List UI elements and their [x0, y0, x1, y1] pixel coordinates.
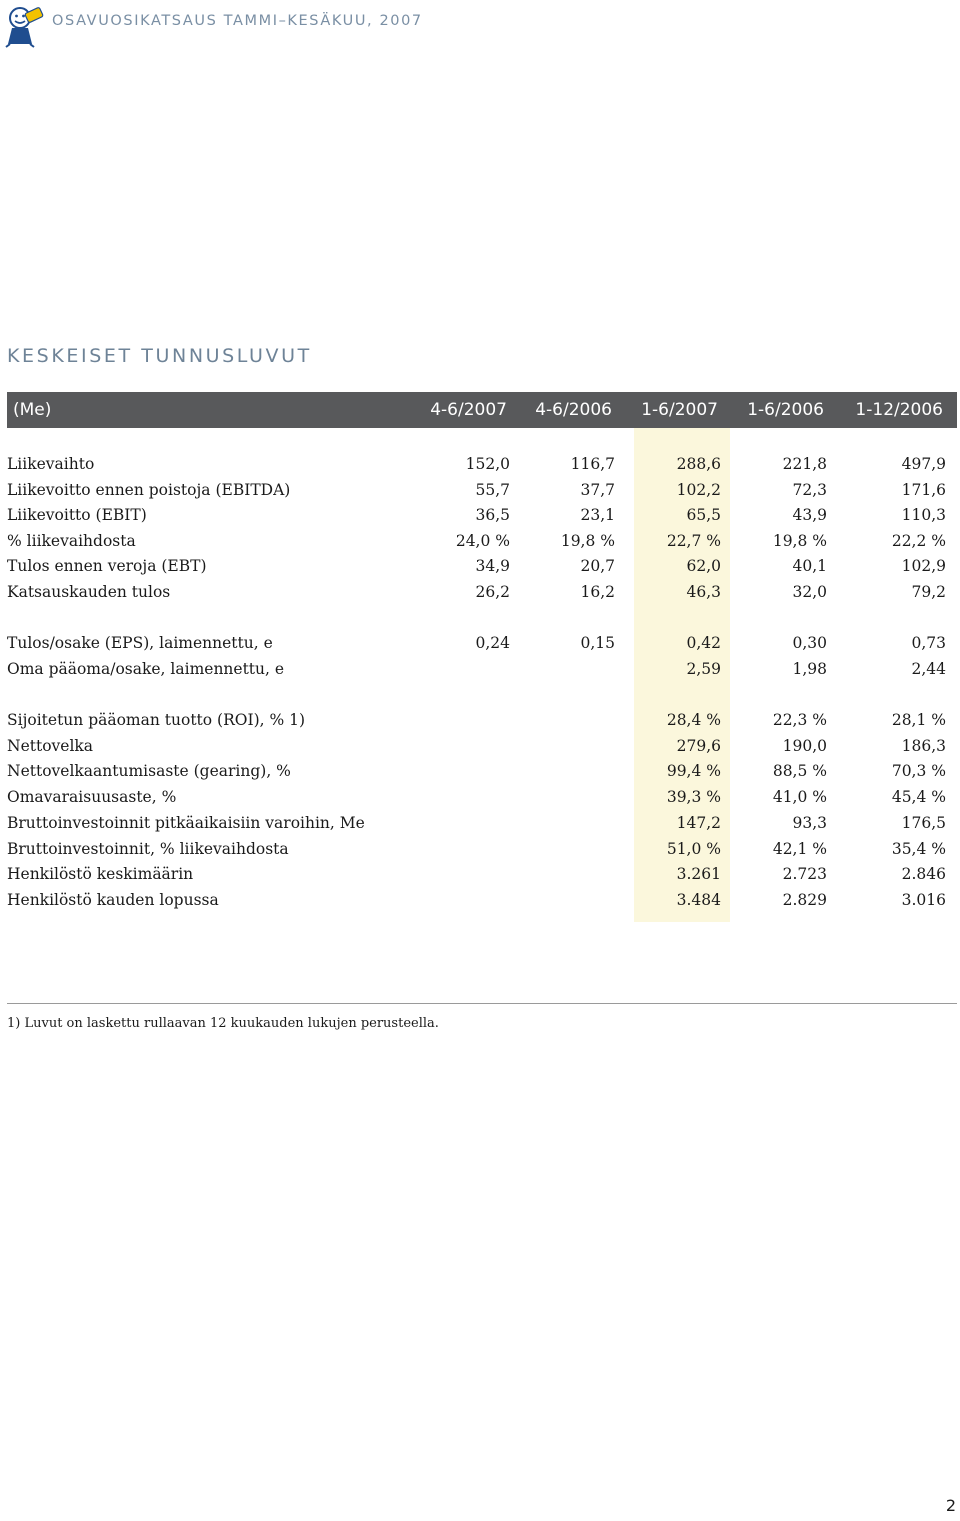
row-label: Omavaraisuusaste, % [7, 788, 177, 806]
cell: 37,7 [580, 481, 615, 499]
cell: 22,7 % [666, 532, 721, 550]
cell: 70,3 % [891, 762, 946, 780]
cell: 22,2 % [891, 532, 946, 550]
row-label: Liikevoitto ennen poistoja (EBITDA) [7, 481, 291, 499]
cell: 51,0 % [666, 840, 721, 858]
cell: 110,3 [901, 506, 946, 524]
row-label: Liikevoitto (EBIT) [7, 506, 147, 524]
cell: 16,2 [580, 583, 615, 601]
row-label: Henkilöstö kauden lopussa [7, 891, 219, 909]
cell: 2.829 [782, 891, 827, 909]
column-header: 4-6/2006 [535, 400, 612, 420]
cell: 32,0 [792, 583, 827, 601]
column-header: 1-6/2006 [747, 400, 824, 420]
cell: 36,5 [475, 506, 510, 524]
cell: 0,73 [911, 634, 946, 652]
cell: 72,3 [792, 481, 827, 499]
table-row [0, 760, 960, 784]
row-label: Bruttoinvestoinnit pitkäaikaisiin varoihin, Me [7, 814, 365, 832]
table-row [0, 530, 960, 554]
cell: 221,8 [782, 455, 827, 473]
table-row [0, 786, 960, 810]
cell: 88,5 % [772, 762, 827, 780]
cell: 497,9 [901, 455, 946, 473]
cell: 42,1 % [772, 840, 827, 858]
row-label: Tulos ennen veroja (EBT) [7, 557, 207, 575]
cell: 2.846 [901, 865, 946, 883]
cell: 288,6 [676, 455, 721, 473]
cell: 20,7 [580, 557, 615, 575]
cell: 279,6 [676, 737, 721, 755]
cell: 0,42 [686, 634, 721, 652]
cell: 3.484 [676, 891, 721, 909]
cell: 2.723 [782, 865, 827, 883]
table-row [0, 838, 960, 862]
cell: 0,30 [792, 634, 827, 652]
table-row [0, 632, 960, 656]
cell: 0,24 [475, 634, 510, 652]
row-label: Bruttoinvestoinnit, % liikevaihdosta [7, 840, 289, 858]
row-label: Henkilöstö keskimäärin [7, 865, 194, 883]
footnote: 1) Luvut on laskettu rullaavan 12 kuukauden lukujen perusteella. [7, 1016, 439, 1031]
cell: 23,1 [580, 506, 615, 524]
page-number: 2 [945, 1496, 956, 1515]
row-label: Nettovelkaantumisaste (gearing), % [7, 762, 291, 780]
cell: 28,4 % [666, 711, 721, 729]
row-label: Katsauskauden tulos [7, 583, 171, 601]
cell: 43,9 [792, 506, 827, 524]
cell: 102,9 [901, 557, 946, 575]
table-row [0, 504, 960, 528]
row-label: Sijoitetun pääoman tuotto (ROI), % 1) [7, 711, 306, 729]
cell: 2,59 [686, 660, 721, 678]
footnote-divider [7, 1003, 957, 1004]
cell: 102,2 [676, 481, 721, 499]
row-label: Oma pääoma/osake, laimennettu, e [7, 660, 285, 678]
column-header: 4-6/2007 [430, 400, 507, 420]
cell: 2,44 [911, 660, 946, 678]
cell: 99,4 % [666, 762, 721, 780]
cell: 93,3 [792, 814, 827, 832]
table-row [0, 658, 960, 682]
cell: 19,8 % [772, 532, 827, 550]
column-header: 1-12/2006 [855, 400, 943, 420]
row-label: Liikevaihto [7, 455, 95, 473]
column-header-unit: (Me) [13, 400, 52, 420]
cell: 39,3 % [666, 788, 721, 806]
column-header: 1-6/2007 [641, 400, 718, 420]
cell: 147,2 [676, 814, 721, 832]
row-label: Tulos/osake (EPS), laimennettu, e [7, 634, 273, 652]
cell: 40,1 [792, 557, 827, 575]
report-title: OSAVUOSIKATSAUS TAMMI–KESÄKUU, 2007 [52, 13, 423, 29]
row-label: % liikevaihdosta [7, 532, 136, 550]
section-title: KESKEISET TUNNUSLUVUT [7, 345, 312, 367]
table-row [0, 863, 960, 887]
cell: 190,0 [782, 737, 827, 755]
cell: 152,0 [465, 455, 510, 473]
cell: 3.261 [676, 865, 721, 883]
table-row [0, 889, 960, 913]
table-header [7, 392, 957, 428]
page-header [4, 4, 604, 48]
mascot-logo-icon [4, 4, 46, 48]
cell: 3.016 [901, 891, 946, 909]
table-row [0, 812, 960, 836]
cell: 116,7 [570, 455, 615, 473]
cell: 34,9 [475, 557, 510, 575]
cell: 22,3 % [772, 711, 827, 729]
cell: 171,6 [901, 481, 946, 499]
cell: 1,98 [792, 660, 827, 678]
cell: 26,2 [475, 583, 510, 601]
table-row [0, 453, 960, 477]
table-row [0, 555, 960, 579]
cell: 186,3 [901, 737, 946, 755]
cell: 79,2 [911, 583, 946, 601]
cell: 28,1 % [891, 711, 946, 729]
cell: 0,15 [580, 634, 615, 652]
cell: 24,0 % [455, 532, 510, 550]
cell: 65,5 [686, 506, 721, 524]
cell: 176,5 [901, 814, 946, 832]
cell: 55,7 [475, 481, 510, 499]
table-row [0, 735, 960, 759]
cell: 19,8 % [560, 532, 615, 550]
table-row [0, 581, 960, 605]
cell: 62,0 [686, 557, 721, 575]
cell: 41,0 % [772, 788, 827, 806]
table-row [0, 709, 960, 733]
cell: 45,4 % [891, 788, 946, 806]
cell: 35,4 % [891, 840, 946, 858]
row-label: Nettovelka [7, 737, 94, 755]
cell: 46,3 [686, 583, 721, 601]
table-row [0, 479, 960, 503]
